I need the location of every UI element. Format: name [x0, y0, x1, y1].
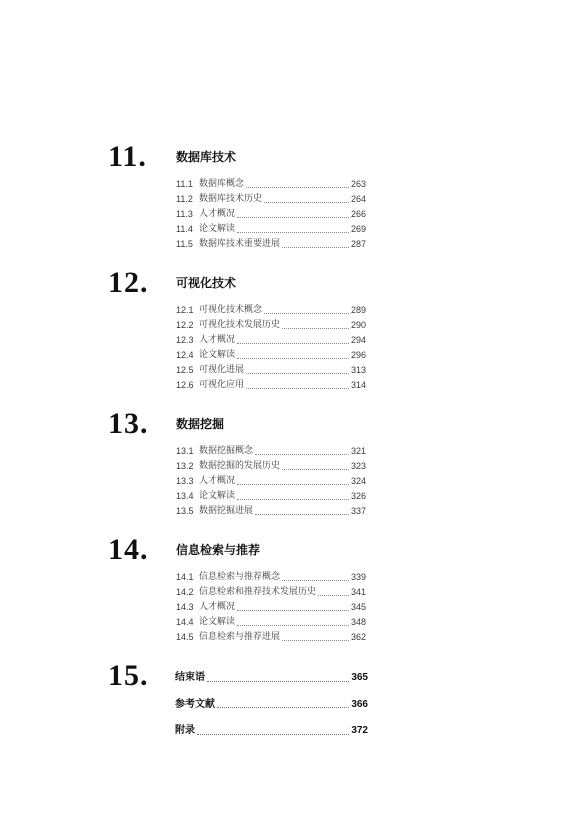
section-number: 13.2	[176, 461, 194, 471]
section-title: 人才概况	[199, 476, 236, 486]
section-title: 数据挖掘的发展历史	[199, 461, 281, 471]
page-number: 362	[350, 632, 366, 642]
dot-leader	[246, 187, 349, 188]
chapter-12	[0, 266, 574, 393]
dot-leader	[197, 734, 349, 735]
section-number: 14.2	[176, 587, 194, 597]
page-number: 294	[350, 335, 366, 345]
section-number: 13.4	[176, 491, 194, 501]
section-number: 14.4	[176, 617, 194, 627]
dot-leader	[237, 217, 349, 218]
dot-leader	[237, 625, 349, 626]
page-number: 289	[350, 305, 366, 315]
chapter-title: 信息检索与推荐	[176, 543, 261, 557]
section-title: 可视化进展	[199, 365, 245, 375]
toc-entry	[176, 504, 366, 519]
page-number: 296	[350, 350, 366, 360]
toc-entry	[176, 444, 366, 459]
section-title: 信息检索和推荐技术发展历史	[199, 587, 317, 597]
toc-entry	[176, 459, 366, 474]
section-number: 12.2	[176, 320, 194, 330]
chapter-heading	[0, 659, 574, 692]
section-number: 14.1	[176, 572, 194, 582]
dot-leader	[282, 640, 349, 641]
section-title: 人才概况	[199, 602, 236, 612]
page-number: 365	[351, 672, 368, 683]
dot-leader	[217, 707, 349, 708]
chapter-15	[0, 659, 574, 745]
section-number: 11.4	[176, 224, 193, 234]
toc-entry	[176, 570, 366, 585]
section-number: 13.1	[176, 446, 194, 456]
section-title: 数据库技术历史	[199, 194, 263, 204]
chapter-number: 14.	[108, 533, 149, 566]
chapter-title: 数据库技术	[176, 150, 237, 164]
page-number: 264	[350, 194, 366, 204]
dot-leader	[318, 595, 349, 596]
section-title: 人才概况	[199, 335, 236, 345]
page-number: 314	[350, 380, 366, 390]
dot-leader	[237, 358, 349, 359]
dot-leader	[237, 343, 349, 344]
dot-leader	[237, 232, 349, 233]
toc-entry	[176, 348, 366, 363]
section-title: 人才概况	[199, 209, 236, 219]
toc-entry	[176, 615, 366, 630]
dot-leader	[282, 328, 349, 329]
page-number: 372	[351, 725, 368, 736]
dot-leader	[264, 313, 349, 314]
toc-entry	[176, 318, 366, 333]
page-number: 366	[351, 698, 368, 710]
dot-leader	[264, 202, 349, 203]
dot-leader	[255, 454, 349, 455]
section-title: 可视化技术概念	[199, 305, 263, 315]
table-of-contents	[0, 140, 574, 764]
page-number: 326	[350, 491, 366, 501]
chapter-title: 数据挖掘	[176, 417, 225, 431]
page-number: 287	[350, 239, 366, 249]
section-title: 论文解读	[199, 224, 236, 234]
section-number: 14.3	[176, 602, 194, 612]
section-number: 11.2	[176, 194, 193, 204]
toc-entry	[176, 489, 366, 504]
section-title: 论文解读	[199, 617, 236, 627]
section-title: 数据库技术重要进展	[199, 239, 281, 249]
page-number: 323	[350, 461, 366, 471]
section-number: 13.3	[176, 476, 194, 486]
section-title: 结束语	[175, 672, 205, 683]
section-title: 数据挖掘概念	[199, 446, 254, 456]
toc-entry-appendix	[175, 718, 368, 745]
section-number: 12.1	[176, 305, 194, 315]
section-title: 信息检索与推荐概念	[199, 572, 281, 582]
section-number: 13.5	[176, 506, 194, 516]
section-number: 12.6	[176, 380, 194, 390]
dot-leader	[237, 484, 349, 485]
chapter-number: 13.	[108, 407, 149, 440]
chapter-title: 可视化技术	[176, 276, 237, 290]
section-title: 论文解读	[199, 491, 236, 501]
dot-leader	[282, 580, 349, 581]
chapter-11	[0, 140, 574, 252]
toc-entry	[176, 192, 366, 207]
chapter-number: 12.	[108, 266, 149, 299]
chapter-heading	[0, 266, 574, 299]
section-number: 11.1	[176, 179, 193, 189]
section-title: 论文解读	[199, 350, 236, 360]
dot-leader	[255, 514, 349, 515]
section-list	[176, 295, 366, 393]
page-number: 339	[350, 572, 366, 582]
chapter-13	[0, 407, 574, 519]
toc-entry	[176, 333, 366, 348]
chapter-heading	[0, 140, 574, 173]
page-number: 313	[350, 365, 366, 375]
section-title: 参考文献	[175, 698, 215, 710]
toc-entry	[176, 474, 366, 489]
toc-entry	[176, 303, 366, 318]
section-number: 11.5	[176, 239, 193, 249]
toc-entry	[176, 237, 366, 252]
page-number: 348	[350, 617, 366, 627]
section-number: 14.5	[176, 632, 194, 642]
toc-entry	[176, 585, 366, 600]
section-number: 12.5	[176, 365, 194, 375]
page-number: 345	[350, 602, 366, 612]
dot-leader	[282, 469, 349, 470]
section-title: 信息检索与推荐进展	[199, 632, 281, 642]
section-number: 12.4	[176, 350, 194, 360]
page-number: 337	[350, 506, 366, 516]
section-list	[176, 562, 366, 645]
chapter-number: 15.	[108, 659, 149, 692]
toc-entry	[176, 378, 366, 393]
toc-entry	[176, 207, 366, 222]
page-number: 290	[350, 320, 366, 330]
toc-entry	[176, 363, 366, 378]
page-number: 269	[350, 224, 366, 234]
dot-leader	[237, 610, 349, 611]
toc-entry	[176, 222, 366, 237]
section-title: 附录	[175, 725, 195, 736]
section-list	[176, 169, 366, 252]
toc-entry-references	[175, 692, 368, 719]
section-title: 数据挖掘进展	[199, 506, 254, 516]
chapter-heading	[0, 407, 574, 440]
section-number: 11.3	[176, 209, 193, 219]
toc-entry	[176, 600, 366, 615]
page-number: 266	[350, 209, 366, 219]
section-title: 数据库概念	[199, 179, 245, 189]
dot-leader	[246, 388, 349, 389]
chapter-heading	[0, 533, 574, 566]
toc-entry	[176, 630, 366, 645]
dot-leader	[237, 499, 349, 500]
chapter-14	[0, 533, 574, 645]
page-number: 324	[350, 476, 366, 486]
page-number: 321	[350, 446, 366, 456]
page-number: 263	[350, 179, 366, 189]
dot-leader	[282, 247, 349, 248]
section-title: 可视化技术发展历史	[199, 320, 281, 330]
section-number: 12.3	[176, 335, 194, 345]
section-list	[176, 436, 366, 519]
section-title: 可视化应用	[199, 380, 245, 390]
dot-leader	[246, 373, 349, 374]
page-number: 341	[350, 587, 366, 597]
toc-entry	[176, 177, 366, 192]
chapter-number: 11.	[108, 140, 147, 173]
